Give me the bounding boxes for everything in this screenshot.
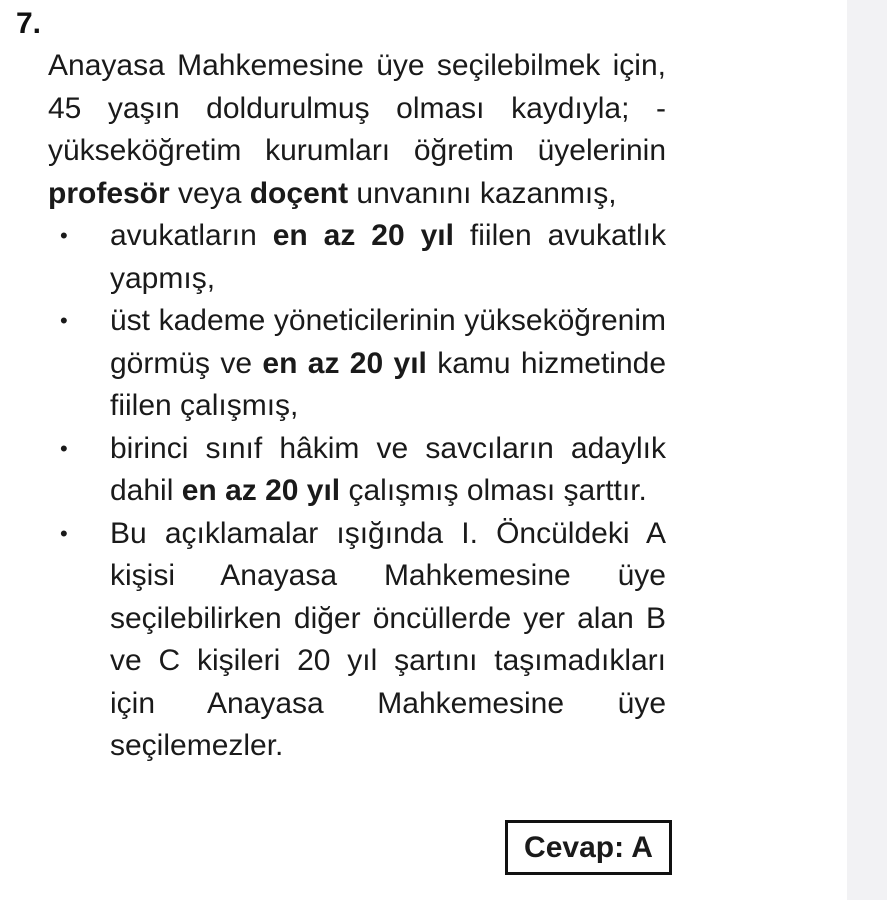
intro-bold-docent: doçent	[249, 176, 349, 210]
bullet-text	[110, 219, 666, 295]
bullet-text-bold: en az 20 yıl	[272, 219, 454, 252]
list-item	[48, 215, 666, 300]
bullet-text	[110, 517, 666, 763]
side-panel	[847, 0, 887, 900]
question-intro	[48, 45, 666, 215]
bullet-text-bold: en az 20 yıl	[262, 346, 427, 380]
intro-text-2: veya	[169, 176, 250, 210]
bullet-text-after: çalışmış olması şarttır.	[340, 474, 647, 507]
bullet-text-before: üst kademe yöneticilerinin yükseköğrenim görmüş ve	[110, 304, 666, 380]
bullet-icon: •	[60, 223, 68, 248]
list-item	[48, 300, 666, 428]
question-number: 7.	[16, 7, 42, 40]
bullet-icon: •	[60, 308, 68, 333]
bullet-text-before: birinci sınıf hâkim ve savcıların adaylık dahil	[110, 431, 666, 507]
answer-box: Cevap: A	[505, 820, 672, 875]
bullet-icon: •	[60, 435, 68, 461]
intro-text-3: unvanını kazanmış,	[348, 176, 617, 210]
bullet-text-before: avukatların	[110, 219, 273, 252]
list-item	[48, 513, 666, 768]
bullet-icon: •	[60, 520, 68, 546]
bullet-text-after: kamu hizmetinde fiilen çalışmış,	[110, 346, 667, 422]
question-body	[48, 45, 666, 768]
intro-text-1: Anayasa Mahkemesine üye seçilebilmek için, 45 yaşın doldurulmuş olması kaydıyla; - yükseköğretim kurumları öğretim üyelerinin	[48, 49, 666, 167]
bullet-text-before: Bu açıklamalar ışığında I. Öncüldeki A kişisi Anayasa Mahkemesine üye seçilebilirken diğer öncüllerde yer alan B ve C kişileri 20 yıl şartını taşımadıkları için Anayasa Mahkemesine üye seçilemezler.	[110, 516, 666, 762]
bullet-text	[110, 304, 666, 422]
bullet-text-bold: en az 20 yıl	[181, 474, 341, 507]
bullet-text-after: fiilen avukatlık yapmış,	[110, 219, 666, 295]
bullet-text	[110, 432, 666, 508]
intro-bold-professor: profesör	[48, 176, 170, 210]
condition-list	[48, 215, 666, 768]
list-item	[48, 428, 666, 513]
